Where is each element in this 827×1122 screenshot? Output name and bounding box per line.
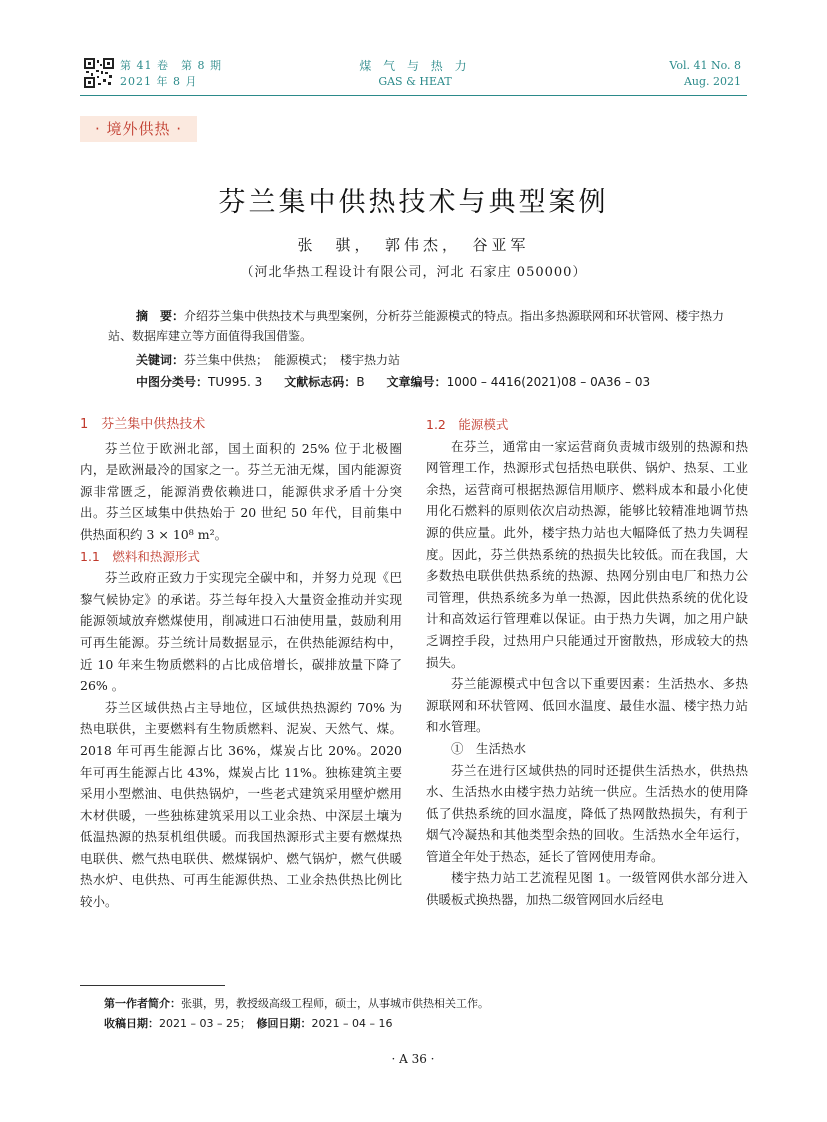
classification — [136, 372, 756, 392]
article-no-value: 1000 – 4416(2021)08 – 0A36 – 03 — [446, 375, 651, 389]
journal-name-cn: 煤 气 与 热 力 — [359, 59, 471, 73]
section-heading-1: 1 芬兰集中供热技术 — [80, 417, 206, 432]
received-label: 收稿日期： — [104, 1017, 159, 1030]
dates — [104, 1014, 744, 1034]
clc-label: 中图分类号： — [136, 375, 209, 389]
paragraph: 芬兰位于欧洲北部，国土面积的 25% 位于北极圈内，是欧洲最冷的国家之一。芬兰无油无煤，国内能源资源非常匮乏，能源消费依赖进口，能源供求矛盾十分突出。芬兰区域集中供热始于 20 世纪 50 年代，目前集中供热面积约 3 × 10⁸ m²。 — [80, 440, 402, 542]
clc-value: TU995. 3 — [208, 375, 263, 389]
header-vol-no: Vol. 41 No. 8 — [669, 59, 741, 72]
article-title: 芬兰集中供热技术与典型案例 — [218, 187, 609, 218]
author-bio-text: 张骐，男，教授级高级工程师，硕士，从事城市供热相关工作。 — [181, 997, 489, 1010]
section-heading-1-1: 1.1 燃料和热源形式 — [80, 548, 200, 564]
paragraph: 芬兰政府正致力于实现完全碳中和，并努力兑现《巴黎气候协定》的承诺。芬兰每年投入大量资金推动并实现能源领域放弃燃煤使用，削减进口石油使用量，鼓励利用可再生能源。芬兰统计局数据显示，在供热能源结构中，近 10 年来生物质燃料的占比成倍增长，碳排放量下降了 26% 。 — [80, 570, 402, 694]
paragraph: 楼宇热力站工艺流程见图 1。一级管网供水部分进入供暖板式换热器，加热二级管网回水后经电 — [426, 870, 748, 908]
footnotes — [104, 994, 744, 1034]
abstract-text: 介绍芬兰集中供热技术与典型案例，分析芬兰能源模式的特点。指出多热源联网和环状管网、楼宇热力站、数据库建立等方面值得我国借鉴。 — [108, 309, 725, 343]
author-bio — [104, 994, 744, 1014]
qr-code — [84, 58, 114, 88]
header-date-cn: 2021 年 8 月 — [120, 75, 198, 88]
received-value: 2021 – 03 – 25； — [159, 1017, 246, 1030]
revised-value: 2021 – 04 – 16 — [311, 1017, 393, 1030]
section-heading-1-2: 1.2 能源模式 — [426, 417, 509, 432]
left-column — [80, 414, 402, 913]
article-no-label: 文章编号： — [386, 375, 447, 389]
subsection-heading-hot-water: ① 生活热水 — [451, 740, 527, 756]
page-number: · A 36 · — [391, 1052, 435, 1066]
paragraph: 芬兰在进行区域供热的同时还提供生活热水，供热热水、生活热水由楼宇热力站统一供应。生活热水的使用降低了供热系统的回水温度，降低了热网散热损失，有利于烟气冷凝热和其他类型余热的回收。生活热水全年运行，管道全年处于热态，延长了管网使用寿命。 — [426, 762, 748, 864]
header-divider — [80, 95, 747, 96]
doc-label: 文献标志码： — [284, 375, 357, 389]
section-tag: · 境外供热 · — [80, 116, 197, 142]
keywords-text: 芬兰集中供热； 能源模式； 楼宇热力站 — [184, 353, 401, 367]
doc-value: B — [356, 375, 365, 389]
header-date-en: Aug. 2021 — [683, 75, 741, 88]
keywords-label: 关键词： — [136, 353, 185, 367]
affiliation: （河北华热工程设计有限公司，河北 石家庄 050000） — [240, 265, 587, 280]
authors: 张 骐， 郭伟杰， 谷亚军 — [297, 236, 530, 254]
keywords — [136, 350, 736, 370]
header-volume-issue: 第 41 卷 第 8 期 — [120, 59, 222, 72]
right-column — [426, 414, 748, 911]
paragraph: 芬兰能源模式中包含以下重要因素：生活热水、多热源联网和环状管网、低回水温度、最佳水温、楼宇热力站和水管理。 — [426, 676, 748, 735]
revised-label: 修回日期： — [256, 1017, 312, 1030]
header-journal — [300, 58, 530, 90]
header-volume-cn — [120, 58, 222, 90]
abstract — [108, 306, 728, 346]
footnote-divider — [80, 985, 225, 986]
paragraph: 在芬兰，通常由一家运营商负责城市级别的热源和热网管理工作，热源形式包括热电联供、锅炉、热泵、工业余热，运营商可根据热源信用顺序、燃料成本和最小化使用化石燃料的原则依次启动热源，能够比较精准地调节热源的供应量。此外，楼宇热力站也大幅降低了热力失调程度。因此，芬兰供热系统的热损失比较低。而在我国，大多数热电联供供热系统的热源、热网分别由电厂和热力公司管理，供热系统多为单一热源，因此供热系统的优化设计和高效运行管理难以保证。由于热力失调，加之用户缺乏调控手段，过热用户只能通过开窗散热，形成较大的热损失。 — [426, 438, 748, 670]
header-volume-en — [669, 58, 741, 90]
journal-name-en: GAS & HEAT — [378, 75, 452, 88]
author-bio-label: 第一作者简介： — [104, 997, 181, 1010]
paragraph: 芬兰区域供热占主导地位，区域供热热源约 70% 为热电联供，主要燃料有生物质燃料、泥炭、天然气、煤。2018 年可再生能源占比 36%，煤炭占比 20%。2020 年可再生能源占比 43%，煤炭占比 11%。独栋建筑主要采用小型燃油、电供热锅炉，一些老式建筑采用壁炉燃用木材供暖，一些独栋建筑采用以工业余热、中深层土壤为低温热源的热泵机组供暖。而我国热源形式主要有燃煤热电联供、燃气热电联供、燃煤锅炉、燃气锅炉，燃气供暖热水炉、电供热、可再生能源供热、工业余热供热比例比较小。 — [80, 699, 402, 910]
abstract-label: 摘 要： — [136, 309, 185, 323]
